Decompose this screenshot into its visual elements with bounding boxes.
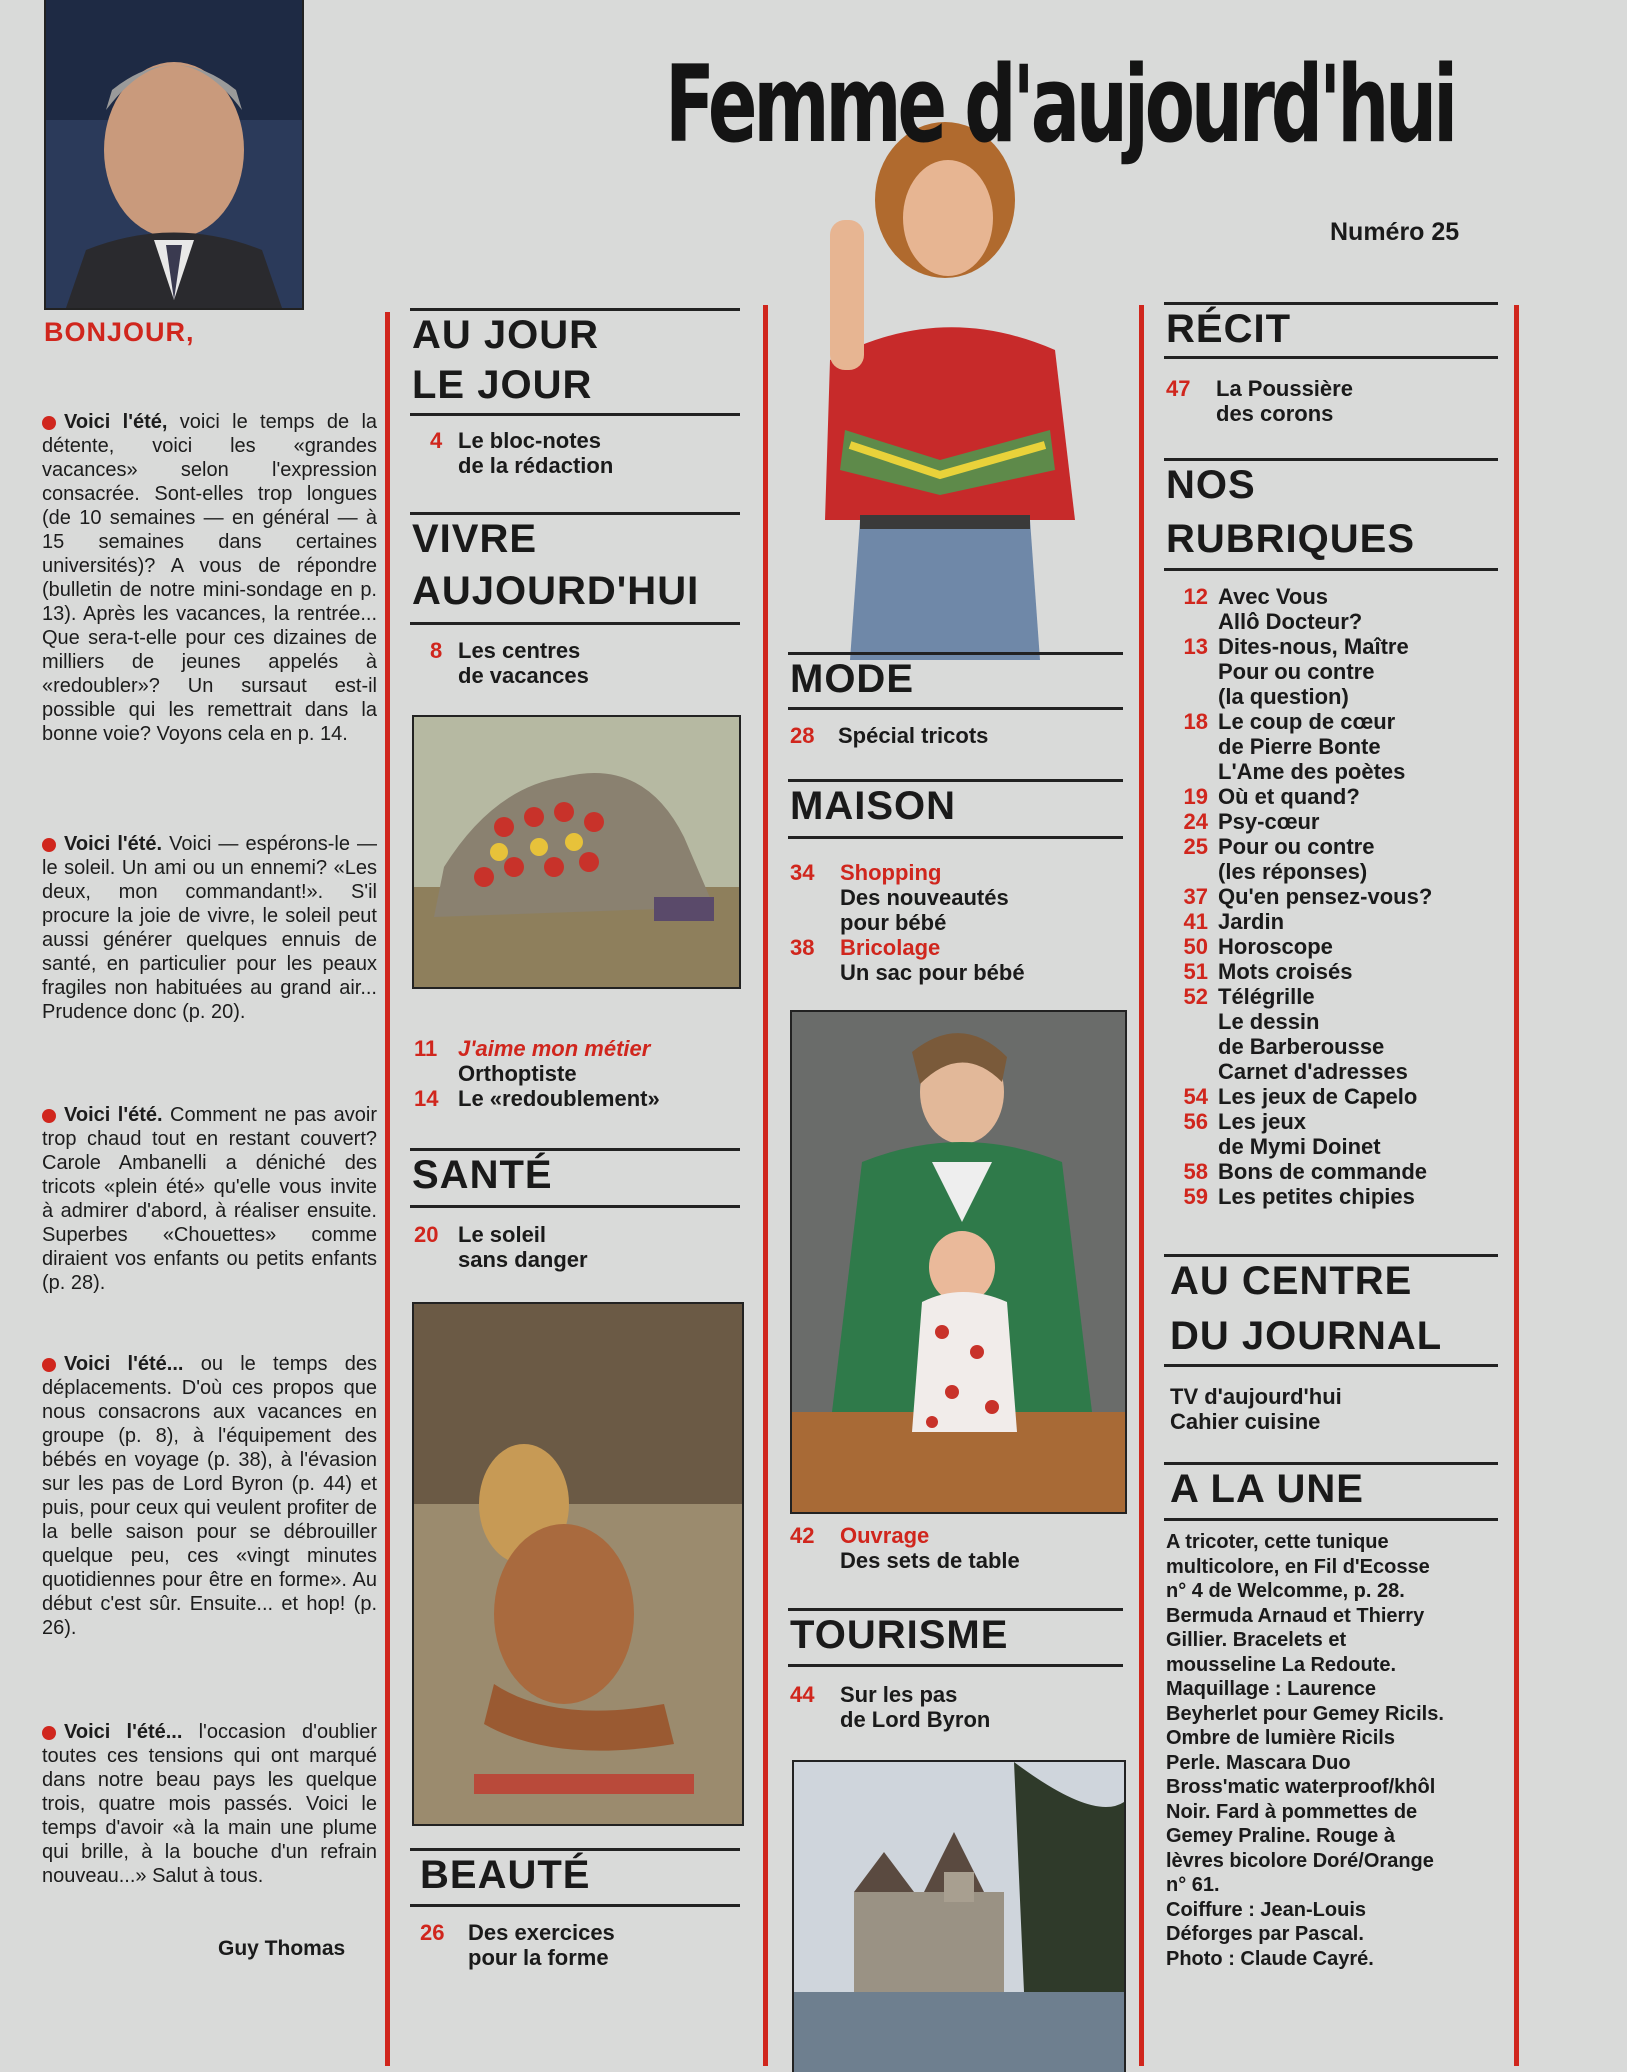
- bullet-icon: [42, 838, 56, 852]
- section-heading-sante: SANTÉ: [412, 1153, 553, 1197]
- rubrique-entry: [1160, 1009, 1500, 1034]
- page-number: [1160, 609, 1218, 634]
- credit-line: Gillier. Bracelets et: [1166, 1629, 1347, 1651]
- rubrique-entry: [1160, 1184, 1500, 1209]
- masthead-title: Femme d'aujourd'hui: [665, 43, 1455, 166]
- credit-line: n° 4 de Welcomme, p. 28.: [1166, 1580, 1405, 1602]
- credit-line: Bermuda Arnaud et Thierry: [1166, 1604, 1425, 1627]
- section-rule: [1164, 356, 1498, 359]
- rubrique-entry: [1160, 659, 1500, 684]
- credit-line: Photo : Claude Cayré.: [1166, 1947, 1374, 1970]
- rubrique-title: Psy-cœur: [1218, 809, 1320, 834]
- rubrique-entry: [1160, 1159, 1500, 1184]
- rubrique-entry: [1160, 934, 1500, 959]
- column-separator: [1139, 305, 1144, 2066]
- section-heading-du-journal: DU JOURNAL: [1170, 1314, 1443, 1358]
- rubrique-entry: [1160, 859, 1500, 884]
- rubrique-entry: [1160, 809, 1500, 834]
- section-rule: [410, 622, 740, 625]
- page-number: [1160, 1134, 1218, 1159]
- toc-entry: 47 La Poussière des corons: [1166, 376, 1353, 426]
- credit-line: Bross'matic waterproof/khôl: [1166, 1776, 1436, 1798]
- rubrique-entry: [1160, 959, 1500, 984]
- rubrique-title: Le dessin: [1218, 1009, 1320, 1034]
- section-heading-maison: MAISON: [790, 784, 956, 828]
- toc-entry: 20 Le soleil sans danger: [414, 1222, 588, 1272]
- page-number: 51: [1183, 959, 1208, 984]
- editorial-paragraph-2: Voici l'été. Voici — espérons-le — le soleil. Un ami ou un ennemi? «Les deux, mon commandant!». S'il procure la joie de vivre, le soleil peut aussi générer quelques ennuis de santé, en particulier pour les peaux fragiles non habituées au grand air... Prudence donc (p. 20).: [42, 833, 377, 1023]
- toc-entry: 28 Spécial tricots: [790, 723, 989, 748]
- credit-line: Déforges par Pascal.: [1166, 1923, 1364, 1945]
- section-heading-recit: RÉCIT: [1166, 307, 1291, 351]
- page-number: 37: [1183, 884, 1208, 909]
- page-number: 52: [1183, 984, 1208, 1009]
- rubrique-entry: [1160, 709, 1500, 734]
- section-heading-rubriques: RUBRIQUES: [1166, 517, 1416, 561]
- vacation-group-photo: [412, 715, 741, 989]
- chillon-castle-photo: [792, 1760, 1126, 2072]
- credit-line: Maquillage : Laurence: [1166, 1678, 1377, 1700]
- rubrique-title: Bons de commande: [1218, 1159, 1428, 1184]
- page-number: 18: [1183, 709, 1208, 734]
- page-number: [1160, 1009, 1218, 1034]
- editorial-paragraph-5: Voici l'été... l'occasion d'oublier toutes ces tensions qui ont marqué dans notre beau pays les quelque trois, quatre mois passés. Voici le temps d'avoir «à la main une plume qui brille, à la bouche d'un refrain nouveau...» Salut à tous.: [42, 1721, 377, 1887]
- rubrique-title: Avec Vous: [1218, 584, 1329, 609]
- mother-baby-photo: [790, 1010, 1127, 1514]
- toc-entry: 42 Ouvrage Des sets de table: [790, 1523, 1020, 1573]
- rubrique-title: Allô Docteur?: [1218, 609, 1363, 634]
- rubrique-title: Mots croisés: [1218, 959, 1353, 984]
- rubrique-title: (les réponses): [1218, 859, 1368, 884]
- bullet-icon: [42, 416, 56, 430]
- toc-entry: 34 Shopping Des nouveautés pour bébé 38 Bricolage Un sac pour bébé: [790, 860, 1025, 985]
- credit-line: lèvres bicolore Doré/Orange: [1166, 1849, 1434, 1872]
- section-heading-beaute: BEAUTÉ: [420, 1853, 591, 1897]
- rubrique-entry: [1160, 784, 1500, 809]
- editor-portrait-photo: [44, 0, 304, 310]
- page-number: 25: [1183, 834, 1208, 859]
- rubrique-entry: [1160, 1134, 1500, 1159]
- section-rule: [788, 707, 1123, 710]
- credit-line: Coiffure : Jean-Louis: [1166, 1898, 1367, 1921]
- page-number: 41: [1183, 909, 1208, 934]
- rubrique-entry: [1160, 634, 1500, 659]
- section-heading-a-la-une: A LA UNE: [1170, 1467, 1364, 1511]
- section-rule: [410, 1904, 740, 1907]
- section-rule: [1164, 568, 1498, 571]
- rubrique-title: de Pierre Bonte: [1218, 734, 1381, 759]
- section-heading-aujourdhui: AUJOURD'HUI: [412, 569, 700, 613]
- rubrique-title: Dites-nous, Maître: [1218, 634, 1409, 659]
- rubrique-title: Les jeux de Capelo: [1218, 1084, 1418, 1109]
- section-rule: [788, 836, 1123, 839]
- cover-model-photo: [790, 100, 1090, 660]
- rubrique-entry: [1160, 909, 1500, 934]
- bullet-icon: [42, 1358, 56, 1372]
- rubrique-title: Où et quand?: [1218, 784, 1360, 809]
- section-heading-vivre: VIVRE: [412, 517, 538, 561]
- credit-line: multicolore, en Fil d'Ecosse: [1166, 1555, 1430, 1578]
- page-number: [1160, 734, 1218, 759]
- page-number: [1160, 659, 1218, 684]
- rubrique-title: Pour ou contre: [1218, 834, 1375, 859]
- issue-number: Numéro 25: [1330, 218, 1460, 246]
- beach-woman-photo: [412, 1302, 744, 1826]
- rubrique-title: (la question): [1218, 684, 1349, 709]
- rubrique-entry: [1160, 984, 1500, 1009]
- rubrique-entry: [1160, 834, 1500, 859]
- bullet-icon: [42, 1726, 56, 1740]
- rubrique-title: L'Ame des poètes: [1218, 759, 1406, 784]
- page-number: 50: [1183, 934, 1208, 959]
- rubrique-title: de Barberousse: [1218, 1034, 1385, 1059]
- rubrique-title: Horoscope: [1218, 934, 1333, 959]
- credit-line: Beyherlet pour Gemey Ricils.: [1166, 1702, 1444, 1725]
- rubrique-entry: [1160, 1059, 1500, 1084]
- page-number: 54: [1183, 1084, 1208, 1109]
- rubrique-entry: [1160, 734, 1500, 759]
- rubriques-list: [1160, 584, 1500, 1209]
- column-separator: [1514, 305, 1519, 2066]
- column-separator: [763, 305, 768, 2066]
- credit-line: Gemey Praline. Rouge à: [1166, 1825, 1395, 1847]
- editorial-paragraph-3: Voici l'été. Comment ne pas avoir trop chaud tout en restant couvert? Carole Ambanelli a déniché des tricots «plein été» qu'elle vous invite à admirer d'abord, à réaliser ensuite. Superbes «Chouettes» comme diraient vos enfants ou petits enfants (p. 28).: [42, 1104, 377, 1294]
- rubrique-entry: [1160, 1034, 1500, 1059]
- section-rule: [1164, 1518, 1498, 1521]
- rubrique-title: Qu'en pensez-vous?: [1218, 884, 1433, 909]
- page-number: 19: [1183, 784, 1208, 809]
- rubrique-entry: [1160, 1109, 1500, 1134]
- section-heading-nos: NOS: [1166, 463, 1256, 507]
- page-number: 56: [1183, 1109, 1208, 1134]
- toc-entry: TV d'aujourd'hui Cahier cuisine: [1170, 1384, 1342, 1434]
- toc-entry: 26 Des exercices pour la forme: [420, 1920, 615, 1970]
- rubrique-title: Jardin: [1218, 909, 1285, 934]
- credit-line: A tricoter, cette tunique: [1166, 1531, 1389, 1553]
- page-number: 13: [1183, 634, 1208, 659]
- cover-credits: [1166, 1530, 1506, 1971]
- editorial-paragraph-1: Voici l'été, voici le temps de la détente, voici les «grandes vacances» selon l'expression consacrée. Sont-elles trop longues (de 10 semaines — en général — à 15 semaines dans certaines universités)? A vous de répondre (bulletin de notre mini-sondage en p. 13). Après les vacances, la rentrée... Que sera-t-elle pour ces dizaines de milliers de jeunes appelés à «redoubler»? Un sursaut est-il possible qui les remettrait dans la bonne voie? Voyons cela en p. 14.: [42, 411, 378, 745]
- page-number: [1160, 859, 1218, 884]
- rubrique-entry: [1160, 759, 1500, 784]
- toc-entry: 4 Le bloc-notes de la rédaction: [430, 428, 614, 478]
- page-number: [1160, 1034, 1218, 1059]
- bullet-icon: [42, 1109, 56, 1123]
- toc-entry: 8 Les centres de vacances: [430, 638, 589, 688]
- rubrique-title: Le coup de cœur: [1218, 709, 1396, 734]
- section-rule: [788, 1664, 1123, 1667]
- rubrique-entry: [1160, 584, 1500, 609]
- credit-line: Ombre de lumière Ricils: [1166, 1727, 1395, 1749]
- toc-entry: 44 Sur les pas de Lord Byron: [790, 1682, 991, 1732]
- credit-line: Perle. Mascara Duo: [1166, 1751, 1351, 1774]
- page-number: 12: [1183, 584, 1208, 609]
- section-heading-au-centre: AU CENTRE: [1170, 1259, 1413, 1303]
- column-separator: [385, 312, 390, 2066]
- credit-line: n° 61.: [1166, 1874, 1220, 1896]
- page-number: [1160, 1059, 1218, 1084]
- section-heading-tourisme: TOURISME: [790, 1613, 1009, 1657]
- page-number: 24: [1183, 809, 1208, 834]
- section-heading-le-jour: LE JOUR: [412, 363, 593, 407]
- editorial-signature: Guy Thomas: [218, 1937, 346, 1960]
- section-heading-mode: MODE: [790, 657, 914, 701]
- page-number: 58: [1183, 1159, 1208, 1184]
- rubrique-title: Télégrille: [1218, 984, 1315, 1009]
- toc-entry: 11 J'aime mon métier Orthoptiste 14 Le «redoublement»: [414, 1036, 660, 1111]
- rubrique-entry: [1160, 684, 1500, 709]
- section-rule: [410, 413, 740, 416]
- credit-line: Noir. Fard à pommettes de: [1166, 1800, 1418, 1823]
- rubrique-title: Les petites chipies: [1218, 1184, 1415, 1209]
- editorial-greeting: BONJOUR,: [44, 317, 195, 347]
- rubrique-title: de Mymi Doinet: [1218, 1134, 1381, 1159]
- section-heading-au-jour: AU JOUR: [412, 313, 600, 357]
- editorial-paragraph-4: Voici l'été... ou le temps des déplacements. D'où ces propos que nous consacrons aux vacances en groupe (p. 8), à l'équipement des bébés en voyage (p. 38), à l'évasion sur les pas de Lord Byron (p. 44) et puis, pour ceux qui veulent profiter de la belle saison pour se débrouiller quelque peu, ces «vingt minutes quotidiennes pour être en forme». Au début c'est sûr. Ensuite... et hop! (p. 26).: [42, 1353, 377, 1639]
- rubrique-title: Carnet d'adresses: [1218, 1059, 1408, 1084]
- section-rule: [410, 1205, 740, 1208]
- page-number: [1160, 759, 1218, 784]
- page-number: [1160, 684, 1218, 709]
- rubrique-entry: [1160, 1084, 1500, 1109]
- page-number: 59: [1183, 1184, 1208, 1209]
- rubrique-title: Pour ou contre: [1218, 659, 1375, 684]
- rubrique-title: Les jeux: [1218, 1109, 1307, 1134]
- rubrique-entry: [1160, 609, 1500, 634]
- section-rule: [1164, 1364, 1498, 1367]
- credit-line: mousseline La Redoute.: [1166, 1653, 1397, 1676]
- rubrique-entry: [1160, 884, 1500, 909]
